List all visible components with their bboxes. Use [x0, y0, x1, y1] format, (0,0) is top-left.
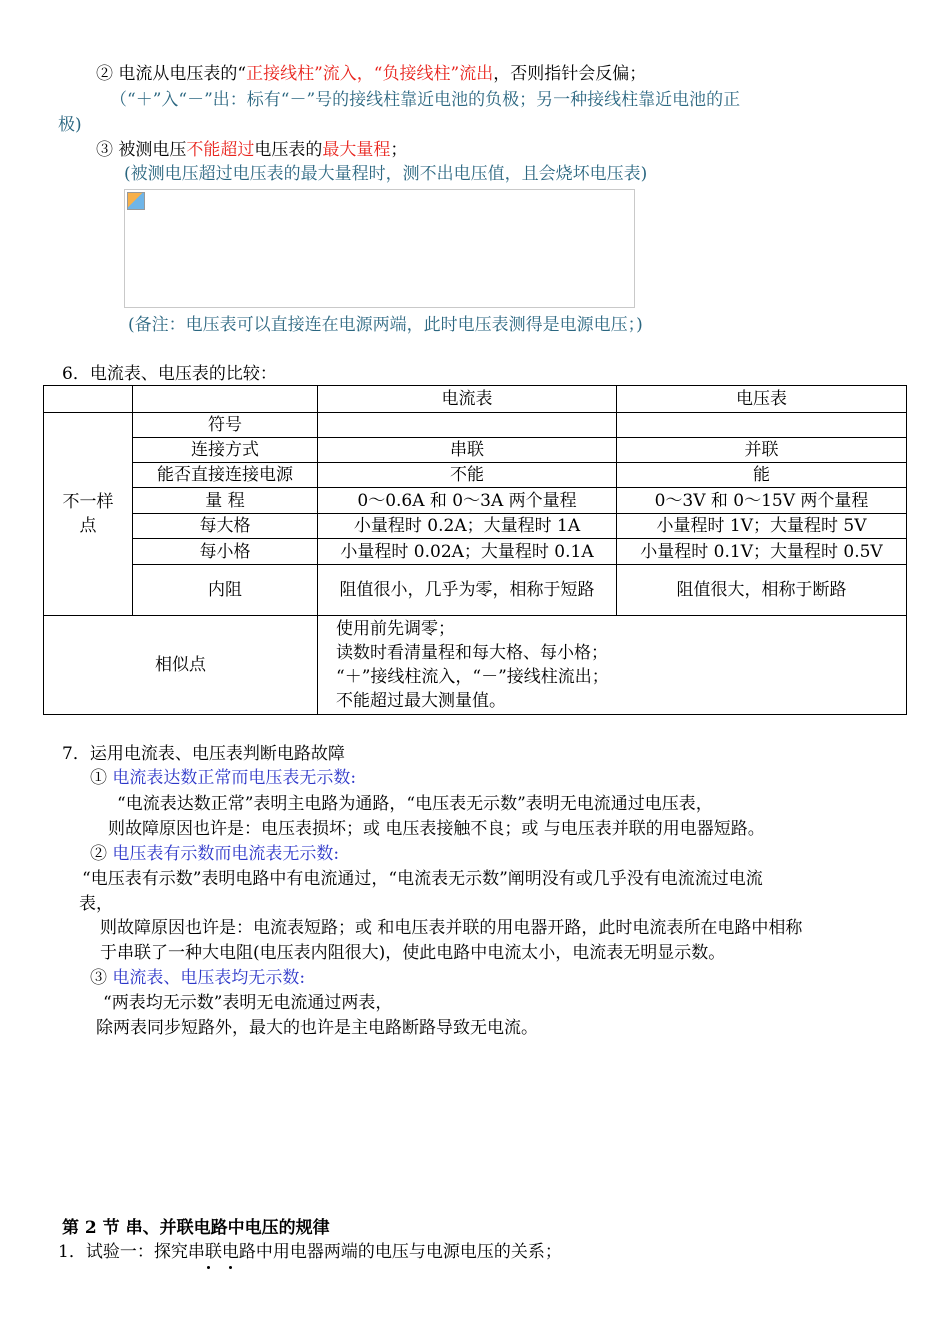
- case3-line1: “两表均无示数”表明无电流通过两表，: [103, 993, 393, 1013]
- ammeter-cell: 串联: [318, 438, 617, 463]
- broken-image-placeholder: [124, 189, 635, 308]
- header-cell-empty-1: [44, 386, 133, 413]
- ammeter-cell: 不能: [318, 463, 617, 488]
- similar-point: 读数时看清量程和每大格、每小格；: [336, 643, 608, 663]
- broken-image-icon: [127, 192, 145, 210]
- voltmeter-cell: 能: [617, 463, 907, 488]
- case1-title: 电流表达数正常而电压表无示数:: [112, 768, 357, 788]
- item-max-range-mid: 电压表的: [254, 140, 323, 160]
- item-max-range-suffix: ；: [390, 140, 408, 160]
- item-current-direction-mid1: ”流入，“: [314, 64, 383, 84]
- similarities-cell: [318, 616, 907, 715]
- case1-line2: 则故障原因也许是：电压表损坏；或 电压表接触不良；或 与电压表并联的用电器短路。: [108, 819, 765, 839]
- note-voltmeter-on-source: (备注：电压表可以直接连在电源两端，此时电压表测得是电源电压；): [128, 315, 643, 335]
- case3-heading: [90, 966, 305, 990]
- item-current-direction-prefix: ② 电流从电压表的“: [96, 64, 247, 84]
- case2-number: ②: [90, 844, 107, 864]
- comparison-table: [43, 385, 907, 715]
- case1-number: ①: [90, 768, 107, 788]
- header-ammeter: 电流表: [318, 386, 617, 413]
- row-label: 能否直接连接电源: [133, 463, 318, 488]
- similarities-label: 相似点: [44, 616, 318, 715]
- differences-label: 不一样点: [44, 413, 133, 616]
- emphasis-dot: [207, 1266, 210, 1269]
- table-row: [44, 565, 907, 616]
- row-label: 连接方式: [133, 438, 318, 463]
- row-label: 量 程: [133, 488, 318, 514]
- note-overrange: (被测电压超过电压表的最大量程时，测不出电压值，且会烧坏电压表): [124, 164, 648, 184]
- table-row: [44, 539, 907, 565]
- ammeter-cell: 阻值很小，几乎为零，相称于短路: [318, 565, 617, 616]
- similar-point: 不能超过最大测量值。: [336, 691, 506, 711]
- case2-line3: 于串联了一种大电阻(电压表内阻很大)，使此电路中电流太小，电流表无明显示数。: [100, 943, 726, 963]
- ammeter-cell: 小量程时 0.02A；大量程时 0.1A: [318, 539, 617, 565]
- header-voltmeter: 电压表: [617, 386, 907, 413]
- voltmeter-cell: 并联: [617, 438, 907, 463]
- row-label: 内阻: [133, 565, 318, 616]
- voltmeter-cell: 0～3V 和 0～15V 两个量程: [617, 488, 907, 514]
- item-max-range: [96, 138, 407, 162]
- emphasis-dot: [229, 1266, 232, 1269]
- section7-title: 7．运用电流表、电压表判断电路故障: [62, 744, 345, 764]
- voltmeter-cell: 阻值很大，相称于断路: [617, 565, 907, 616]
- voltmeter-cell: [617, 413, 907, 438]
- case2-line1: “电压表有示数”表明电路中有电流通过，“电流表无示数”阐明没有或几乎没有电流流过电流: [82, 869, 763, 889]
- section6-title: 6．电流表、电压表的比较：: [62, 364, 277, 384]
- row-label: 符号: [133, 413, 318, 438]
- voltmeter-cell: 小量程时 0.1V；大量程时 0.5V: [617, 539, 907, 565]
- table-row: [44, 514, 907, 539]
- cannot-exceed-text: 不能超过: [186, 140, 255, 160]
- table-row: [44, 463, 907, 488]
- ammeter-cell: 0～0.6A 和 0～3A 两个量程: [318, 488, 617, 514]
- case2-line1-cont: 表，: [79, 894, 113, 914]
- table-row: [44, 438, 907, 463]
- table-row: [44, 413, 907, 438]
- section-2-title: 第 2 节 串、并联电路中电压的规律: [62, 1218, 330, 1238]
- similar-point: “＋”接线柱流入，“－”接线柱流出；: [336, 667, 609, 687]
- case1-line1: “电流表达数正常”表明主电路为通路，“电压表无示数”表明无电流通过电压表，: [117, 794, 713, 814]
- item-current-direction: [96, 62, 646, 86]
- case1-heading: [90, 766, 356, 790]
- experiment-1-text: 1．试验一：探究串联电路中用电器两端的电压与电源电压的关系；: [58, 1242, 562, 1262]
- item-current-direction-mid2: ”流出: [450, 64, 494, 84]
- case2-line2: 则故障原因也许是：电流表短路；或 和电压表并联的用电器开路，此时电流表所在电路中相称: [100, 918, 803, 938]
- note-terminal-polarity: （“＋”入“－”出：标有“－”号的接线柱靠近电池的负极；另一种接线柱靠近电池的正: [110, 90, 741, 110]
- case3-number: ③: [90, 968, 107, 988]
- header-cell-empty-2: [133, 386, 318, 413]
- table-header-row: [44, 386, 907, 413]
- item-current-direction-suffix: ，否则指针会反偏；: [493, 64, 647, 84]
- case2-heading: [90, 842, 339, 866]
- similar-point: 使用前先调零；: [336, 619, 455, 639]
- note-terminal-polarity-cont: 极): [58, 115, 82, 135]
- row-label: 每大格: [133, 514, 318, 539]
- ammeter-cell: 小量程时 0.2A；大量程时 1A: [318, 514, 617, 539]
- voltmeter-cell: 小量程时 1V；大量程时 5V: [617, 514, 907, 539]
- case3-line2: 除两表同步短路外，最大的也许是主电路断路导致无电流。: [96, 1018, 538, 1038]
- max-range-text: 最大量程: [322, 140, 391, 160]
- ammeter-cell: [318, 413, 617, 438]
- positive-terminal-text: 正接线柱: [246, 64, 315, 84]
- table-row: [44, 488, 907, 514]
- negative-terminal-text: 负接线柱: [382, 64, 451, 84]
- item-max-range-prefix: ③ 被测电压: [96, 140, 187, 160]
- case2-title: 电压表有示数而电流表无示数:: [112, 844, 340, 864]
- similarities-row: [44, 616, 907, 715]
- row-label: 每小格: [133, 539, 318, 565]
- case3-title: 电流表、电压表均无示数:: [112, 968, 306, 988]
